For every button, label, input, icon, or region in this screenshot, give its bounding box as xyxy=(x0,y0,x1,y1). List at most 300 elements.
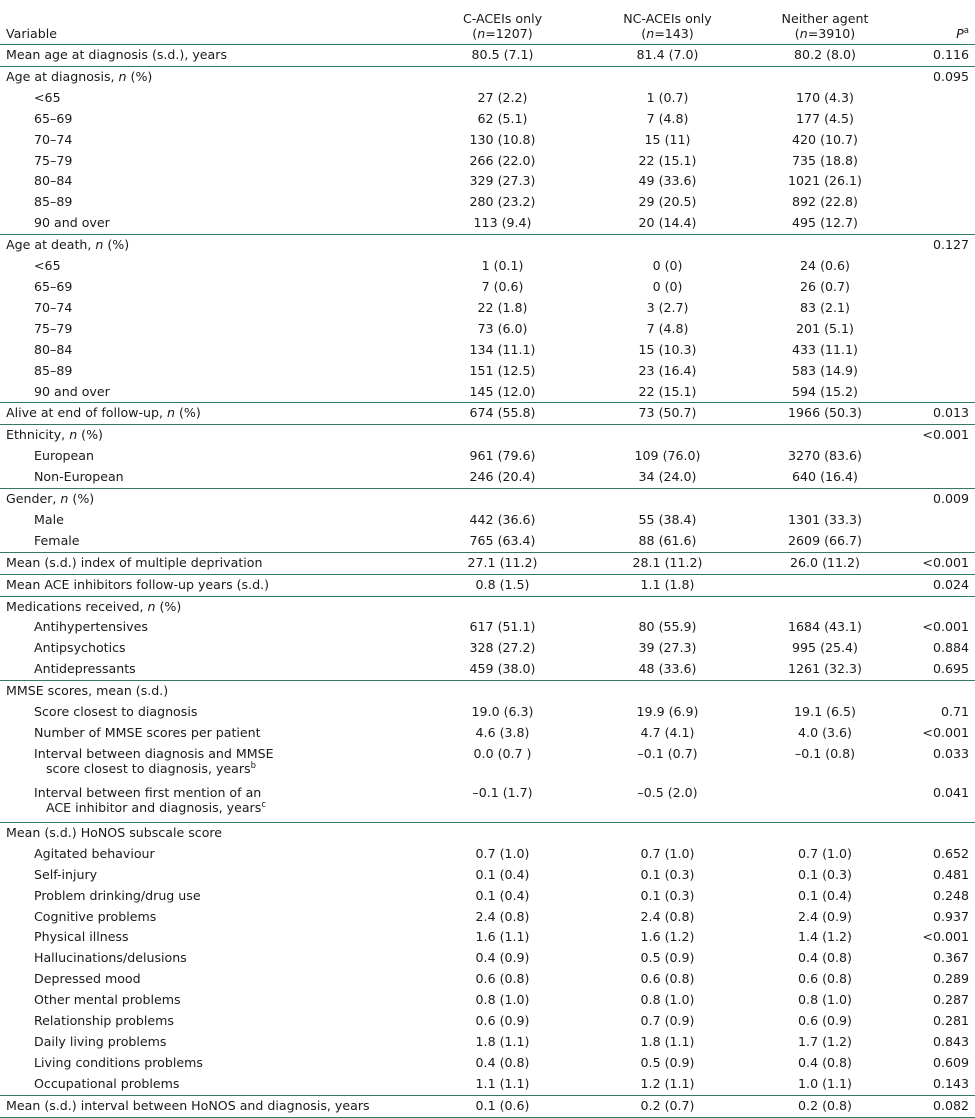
cell-nc-aceis: –0.1 (0.7) xyxy=(637,745,698,761)
cell-p-value: 0.024 xyxy=(900,574,975,596)
cell-neither: 420 (10.7) xyxy=(792,131,858,147)
cell-neither: 640 (16.4) xyxy=(792,469,858,485)
row-label xyxy=(0,865,420,886)
cell-c-aceis: 4.6 (3.8) xyxy=(475,725,530,740)
row-label xyxy=(0,88,420,109)
cell-p-value xyxy=(900,192,975,213)
table-row xyxy=(0,744,975,783)
cell-p-value: 0.033 xyxy=(932,745,969,761)
table-row xyxy=(0,382,975,403)
cell-neither: 24 (0.6) xyxy=(800,258,850,274)
table-row xyxy=(0,617,975,638)
table-row xyxy=(0,990,975,1011)
row-label-text: Relationship problems xyxy=(34,1013,174,1029)
cell-neither: 0.6 (0.8) xyxy=(798,971,852,987)
cell-c-aceis: 442 (36.6) xyxy=(469,511,536,527)
row-label-text: Antihypertensives xyxy=(34,619,148,635)
cell-neither: 0.6 (0.9) xyxy=(798,1013,852,1029)
header-p-footnote: a xyxy=(963,25,969,36)
table-row xyxy=(0,425,975,446)
row-label-text: Age at diagnosis, n (%) xyxy=(6,68,153,84)
cell-nc-aceis: 7 (4.8) xyxy=(646,320,689,336)
cell-neither: 0.1 (0.4) xyxy=(798,887,852,903)
row-label-line1: Interval between first mention of an xyxy=(34,784,262,800)
cell-neither: 0.4 (0.8) xyxy=(798,1054,852,1070)
cell-neither: 2609 (66.7) xyxy=(788,532,862,548)
table-row xyxy=(0,256,975,277)
cell-p-value xyxy=(900,446,975,467)
row-label-text: Antidepressants xyxy=(34,661,136,677)
table-row xyxy=(0,969,975,990)
row-label xyxy=(0,510,420,531)
table-row xyxy=(0,948,975,969)
cell-nc-aceis xyxy=(585,235,750,256)
row-label-text: Female xyxy=(34,532,80,548)
cell-c-aceis: 134 (11.1) xyxy=(469,341,536,357)
table-row xyxy=(0,361,975,382)
row-label-text: Other mental problems xyxy=(34,992,181,1008)
cell-nc-aceis: 80 (55.9) xyxy=(638,619,697,635)
row-label xyxy=(0,130,420,151)
row-label xyxy=(0,1032,420,1053)
cell-c-aceis: 80.5 (7.1) xyxy=(471,47,534,62)
cell-p-value: 0.652 xyxy=(932,845,969,861)
cell-neither: 1301 (33.3) xyxy=(788,511,862,527)
table-row xyxy=(0,702,975,723)
header-neither-n-text: (n=3910) xyxy=(794,26,856,41)
row-label-text: Medications received, n (%) xyxy=(6,598,182,614)
cell-nc-aceis: 0.7 (0.9) xyxy=(640,1013,695,1029)
cell-nc-aceis: 0 (0) xyxy=(652,258,683,274)
row-label-text: 75–79 xyxy=(34,320,73,336)
row-label-text: Agitated behaviour xyxy=(34,845,155,861)
header-c-aceis-n-text: (n=1207) xyxy=(472,26,533,41)
cell-neither xyxy=(750,235,900,256)
table-row xyxy=(0,88,975,109)
row-label-text: Mean (s.d.) interval between HoNOS and diagnosis, years xyxy=(6,1097,370,1113)
table-row xyxy=(0,1032,975,1053)
cell-c-aceis: 22 (1.8) xyxy=(477,299,528,315)
cell-nc-aceis: 34 (24.0) xyxy=(638,469,697,485)
row-label-text: Antipsychotics xyxy=(34,640,126,656)
header-neither-label: Neither agent xyxy=(781,11,869,26)
cell-nc-aceis: 0.2 (0.7) xyxy=(585,1095,750,1117)
cell-nc-aceis: 0 (0) xyxy=(652,278,683,294)
cell-nc-aceis: 4.7 (4.1) xyxy=(640,725,695,740)
table-row xyxy=(0,467,975,488)
cell-p-value: 0.082 xyxy=(900,1095,975,1117)
table-row xyxy=(0,1095,975,1117)
header-c-aceis-n xyxy=(420,26,585,41)
table-row xyxy=(0,298,975,319)
cell-c-aceis: 151 (12.5) xyxy=(469,362,536,378)
cell-neither: 735 (18.8) xyxy=(792,152,858,168)
cell-neither: 0.7 (1.0) xyxy=(798,845,852,861)
cell-p-value xyxy=(900,340,975,361)
table-row xyxy=(0,681,975,702)
cell-nc-aceis: 48 (33.6) xyxy=(638,661,697,677)
row-label-text: Age at death, n (%) xyxy=(6,237,130,253)
row-footnote-marker: b xyxy=(250,760,257,771)
cell-p-value xyxy=(900,681,975,702)
table-row xyxy=(0,927,975,948)
row-label-text: Mean ACE inhibitors follow-up years (s.d.) xyxy=(6,576,270,592)
cell-neither: 1684 (43.1) xyxy=(788,619,862,635)
cell-neither: 1.7 (1.2) xyxy=(798,1033,852,1049)
table-row xyxy=(0,638,975,659)
table-row xyxy=(0,192,975,213)
row-label xyxy=(0,403,420,425)
cell-c-aceis: 617 (51.1) xyxy=(469,619,536,635)
row-label xyxy=(0,340,420,361)
cell-p-value: 0.884 xyxy=(932,640,969,656)
row-label xyxy=(0,382,420,403)
cell-nc-aceis: 15 (11) xyxy=(644,131,691,147)
cell-c-aceis: 266 (22.0) xyxy=(469,152,536,168)
cell-neither: 3270 (83.6) xyxy=(788,448,862,464)
cell-p-value: 0.013 xyxy=(900,403,975,425)
cell-c-aceis: 1.8 (1.1) xyxy=(475,1033,530,1049)
row-label-text: 80–84 xyxy=(34,173,73,189)
cell-p-value: 0.481 xyxy=(932,866,969,882)
cell-nc-aceis: 20 (14.4) xyxy=(638,215,697,231)
cell-nc-aceis: 109 (76.0) xyxy=(634,448,701,464)
cell-p-value: 0.041 xyxy=(932,784,969,800)
row-label xyxy=(0,596,420,617)
row-label-text: 85–89 xyxy=(34,194,73,210)
row-label xyxy=(0,319,420,340)
cell-p-value xyxy=(900,596,975,617)
cell-c-aceis: 73 (6.0) xyxy=(477,320,528,336)
cell-neither: 4.0 (3.6) xyxy=(798,725,852,740)
cell-p-value: <0.001 xyxy=(922,929,969,945)
cell-nc-aceis: 28.1 (11.2) xyxy=(585,552,750,574)
cell-nc-aceis: 2.4 (0.8) xyxy=(640,908,695,924)
row-label-text: 65–69 xyxy=(34,110,73,126)
cell-c-aceis: 27 (2.2) xyxy=(477,89,528,105)
table-row xyxy=(0,403,975,425)
cell-p-value: <0.001 xyxy=(922,619,969,635)
cell-c-aceis: 113 (9.4) xyxy=(473,215,532,231)
cell-nc-aceis: 1 (0.7) xyxy=(646,89,689,105)
row-label-text: 70–74 xyxy=(34,299,73,315)
cell-neither xyxy=(750,489,900,510)
cell-c-aceis: 0.6 (0.8) xyxy=(475,971,530,987)
row-label xyxy=(0,425,420,446)
cell-nc-aceis: 1.6 (1.2) xyxy=(640,929,695,945)
cell-p-value: 0.71 xyxy=(940,704,969,720)
cell-neither xyxy=(750,822,900,843)
cell-p-value: <0.001 xyxy=(900,425,975,446)
cell-neither: 0.8 (1.0) xyxy=(798,992,852,1008)
row-label xyxy=(0,783,420,823)
cell-nc-aceis: 0.6 (0.8) xyxy=(640,971,695,987)
row-label-text: MMSE scores, mean (s.d.) xyxy=(6,683,169,699)
cell-p-value: 0.009 xyxy=(900,489,975,510)
cell-p-value: 0.843 xyxy=(932,1033,969,1049)
cell-neither: 2.4 (0.9) xyxy=(798,908,852,924)
row-label xyxy=(0,552,420,574)
row-label-text: 90 and over xyxy=(34,383,110,399)
cell-c-aceis xyxy=(420,425,585,446)
cell-p-value xyxy=(900,88,975,109)
cell-nc-aceis: –0.5 (2.0) xyxy=(637,784,698,800)
cell-c-aceis: 961 (79.6) xyxy=(469,448,536,464)
cell-nc-aceis: 73 (50.7) xyxy=(585,403,750,425)
row-label xyxy=(0,298,420,319)
header-nc-aceis xyxy=(585,0,750,45)
row-label-line2: score closest to diagnosis, years xyxy=(46,760,251,776)
cell-nc-aceis: 0.1 (0.3) xyxy=(640,866,695,882)
cell-nc-aceis: 49 (33.6) xyxy=(638,173,697,189)
table-row xyxy=(0,865,975,886)
row-label xyxy=(0,192,420,213)
row-label xyxy=(0,702,420,723)
row-label xyxy=(0,171,420,192)
header-c-aceis-label: C-ACEIs only xyxy=(462,11,543,26)
cell-c-aceis: 0.1 (0.4) xyxy=(475,887,530,903)
header-p-label: P xyxy=(956,26,964,41)
cell-neither: 1.0 (1.1) xyxy=(798,1075,852,1091)
row-label-text: Gender, n (%) xyxy=(6,491,95,507)
cell-neither: 0.1 (0.3) xyxy=(798,866,852,882)
cell-c-aceis: 0.8 (1.5) xyxy=(420,574,585,596)
cell-neither xyxy=(750,783,900,823)
row-label-text: 65–69 xyxy=(34,278,73,294)
row-label xyxy=(0,109,420,130)
row-label-text: Alive at end of follow-up, n (%) xyxy=(6,405,201,421)
row-label xyxy=(0,574,420,596)
cell-neither xyxy=(750,596,900,617)
row-label xyxy=(0,1095,420,1117)
row-label xyxy=(0,66,420,87)
table-row xyxy=(0,574,975,596)
cell-c-aceis: 0.4 (0.8) xyxy=(475,1054,530,1070)
cell-nc-aceis: 81.4 (7.0) xyxy=(636,47,699,62)
table-row xyxy=(0,531,975,552)
cell-c-aceis xyxy=(420,235,585,256)
cell-c-aceis xyxy=(420,66,585,87)
table-row xyxy=(0,1011,975,1032)
header-neither-n xyxy=(750,26,900,41)
table-row xyxy=(0,1074,975,1095)
table-row xyxy=(0,822,975,843)
row-label xyxy=(0,213,420,234)
header-nc-aceis-label: NC-ACEIs only xyxy=(623,11,712,26)
row-label-text: Male xyxy=(34,511,64,527)
table-row xyxy=(0,552,975,574)
row-label-text: Occupational problems xyxy=(34,1075,180,1091)
cell-c-aceis: 246 (20.4) xyxy=(469,469,536,485)
cell-nc-aceis xyxy=(585,489,750,510)
row-label-text: Cognitive problems xyxy=(34,908,157,924)
cell-neither: 170 (4.3) xyxy=(796,89,854,105)
table-row xyxy=(0,45,975,67)
row-label-text: Number of MMSE scores per patient xyxy=(34,725,261,740)
row-label xyxy=(0,886,420,907)
cell-nc-aceis: 55 (38.4) xyxy=(638,511,697,527)
cell-p-value xyxy=(900,298,975,319)
cell-c-aceis: 62 (5.1) xyxy=(477,110,528,126)
cell-nc-aceis: 19.9 (6.9) xyxy=(636,704,699,720)
cell-p-value: 0.609 xyxy=(932,1054,969,1070)
table-row xyxy=(0,659,975,680)
cell-p-value: 0.367 xyxy=(932,950,969,966)
cell-p-value xyxy=(900,467,975,488)
cell-nc-aceis xyxy=(585,681,750,702)
row-label xyxy=(0,256,420,277)
table-row xyxy=(0,151,975,172)
table-row xyxy=(0,907,975,928)
header-nc-aceis-n xyxy=(585,26,750,41)
cell-nc-aceis: 7 (4.8) xyxy=(646,110,689,126)
cell-p-value: 0.695 xyxy=(932,661,969,677)
row-label xyxy=(0,617,420,638)
table-row xyxy=(0,723,975,744)
row-label xyxy=(0,744,420,783)
cell-neither: 0.2 (0.8) xyxy=(750,1095,900,1117)
row-label-text: Hallucinations/delusions xyxy=(34,950,187,966)
table-row xyxy=(0,319,975,340)
cell-neither: 1021 (26.1) xyxy=(788,173,862,189)
row-label xyxy=(0,235,420,256)
cell-p-value xyxy=(900,319,975,340)
row-label-text: <65 xyxy=(34,89,61,105)
row-label-text: Mean (s.d.) index of multiple deprivation xyxy=(6,554,263,570)
cell-p-value: 0.937 xyxy=(932,908,969,924)
cell-c-aceis: 674 (55.8) xyxy=(420,403,585,425)
row-label-text: <65 xyxy=(34,258,61,274)
cell-nc-aceis: 1.2 (1.1) xyxy=(640,1075,695,1091)
cell-nc-aceis: 22 (15.1) xyxy=(638,383,697,399)
cell-nc-aceis xyxy=(585,596,750,617)
cell-c-aceis: 1 (0.1) xyxy=(481,258,524,274)
cell-p-value: 0.143 xyxy=(932,1075,969,1091)
row-label xyxy=(0,844,420,865)
row-label-text: Self-injury xyxy=(34,866,98,882)
cell-neither: 177 (4.5) xyxy=(796,110,854,126)
cell-p-value xyxy=(900,361,975,382)
row-label xyxy=(0,948,420,969)
row-label-text: Mean age at diagnosis (s.d.), years xyxy=(6,47,228,62)
cell-c-aceis: 130 (10.8) xyxy=(469,131,536,147)
cell-nc-aceis: 29 (20.5) xyxy=(638,194,697,210)
table-row xyxy=(0,886,975,907)
row-label xyxy=(0,531,420,552)
row-label xyxy=(0,489,420,510)
table-row xyxy=(0,66,975,87)
cell-neither: 201 (5.1) xyxy=(796,320,854,336)
cell-nc-aceis: 39 (27.3) xyxy=(638,640,697,656)
cell-neither xyxy=(750,66,900,87)
row-label-text: Score closest to diagnosis xyxy=(34,704,198,720)
row-label xyxy=(0,277,420,298)
cell-neither: 583 (14.9) xyxy=(792,362,858,378)
header-variable: Variable xyxy=(0,0,420,45)
cell-nc-aceis: 22 (15.1) xyxy=(638,152,697,168)
cell-neither xyxy=(750,574,900,596)
table-row xyxy=(0,171,975,192)
cell-p-value: <0.001 xyxy=(922,725,969,740)
cell-neither: 26.0 (11.2) xyxy=(750,552,900,574)
cell-nc-aceis xyxy=(585,822,750,843)
row-label xyxy=(0,1053,420,1074)
cell-neither: 892 (22.8) xyxy=(792,194,858,210)
row-label xyxy=(0,990,420,1011)
row-label xyxy=(0,907,420,928)
cell-neither: 83 (2.1) xyxy=(800,299,850,315)
cell-c-aceis: 0.7 (1.0) xyxy=(475,845,530,861)
table-row xyxy=(0,109,975,130)
table-row xyxy=(0,340,975,361)
row-label-line1: Interval between diagnosis and MMSE xyxy=(34,745,274,761)
table-row xyxy=(0,213,975,234)
table-row xyxy=(0,596,975,617)
row-label xyxy=(0,151,420,172)
cell-neither: 1261 (32.3) xyxy=(788,661,862,677)
row-label xyxy=(0,723,420,744)
row-label-text: 75–79 xyxy=(34,152,73,168)
cell-p-value xyxy=(900,109,975,130)
table-header xyxy=(0,0,975,45)
row-label-text: 80–84 xyxy=(34,341,73,357)
table-row xyxy=(0,783,975,823)
table-row xyxy=(0,446,975,467)
table-row xyxy=(0,130,975,151)
table-row xyxy=(0,489,975,510)
cell-p-value xyxy=(900,171,975,192)
cell-c-aceis xyxy=(420,596,585,617)
cell-c-aceis: 328 (27.2) xyxy=(469,640,536,656)
row-label xyxy=(0,1074,420,1095)
cell-c-aceis xyxy=(420,489,585,510)
cell-p-value: 0.287 xyxy=(932,992,969,1008)
table-row xyxy=(0,235,975,256)
cell-nc-aceis xyxy=(585,425,750,446)
row-label xyxy=(0,467,420,488)
row-label-text: 70–74 xyxy=(34,131,73,147)
row-label xyxy=(0,1011,420,1032)
table-body xyxy=(0,45,975,1118)
cell-neither: 26 (0.7) xyxy=(800,278,850,294)
cell-nc-aceis xyxy=(585,66,750,87)
row-label-text: Daily living problems xyxy=(34,1033,167,1049)
header-c-aceis xyxy=(420,0,585,45)
cell-p-value xyxy=(900,382,975,403)
cell-p-value: 0.095 xyxy=(900,66,975,87)
cell-neither: 495 (12.7) xyxy=(792,215,858,231)
cell-c-aceis: –0.1 (1.7) xyxy=(472,784,533,800)
cell-c-aceis: 27.1 (11.2) xyxy=(420,552,585,574)
row-label xyxy=(0,969,420,990)
row-label-text: Physical illness xyxy=(34,929,129,945)
row-label xyxy=(0,638,420,659)
cell-nc-aceis: 0.7 (1.0) xyxy=(640,845,695,861)
cell-neither: –0.1 (0.8) xyxy=(794,745,856,761)
cell-c-aceis: 1.6 (1.1) xyxy=(475,929,530,945)
cell-c-aceis: 145 (12.0) xyxy=(469,383,536,399)
row-label-line2: ACE inhibitor and diagnosis, years xyxy=(46,799,262,815)
row-label-text: 90 and over xyxy=(34,215,110,231)
cell-nc-aceis: 23 (16.4) xyxy=(638,362,697,378)
cell-c-aceis: 0.8 (1.0) xyxy=(475,992,530,1008)
row-label xyxy=(0,927,420,948)
cell-neither: 995 (25.4) xyxy=(792,640,858,656)
cell-nc-aceis: 3 (2.7) xyxy=(646,299,689,315)
cell-c-aceis: 2.4 (0.8) xyxy=(475,908,530,924)
row-label-text: Mean (s.d.) HoNOS subscale score xyxy=(6,824,223,840)
cell-p-value: 0.281 xyxy=(932,1013,969,1029)
